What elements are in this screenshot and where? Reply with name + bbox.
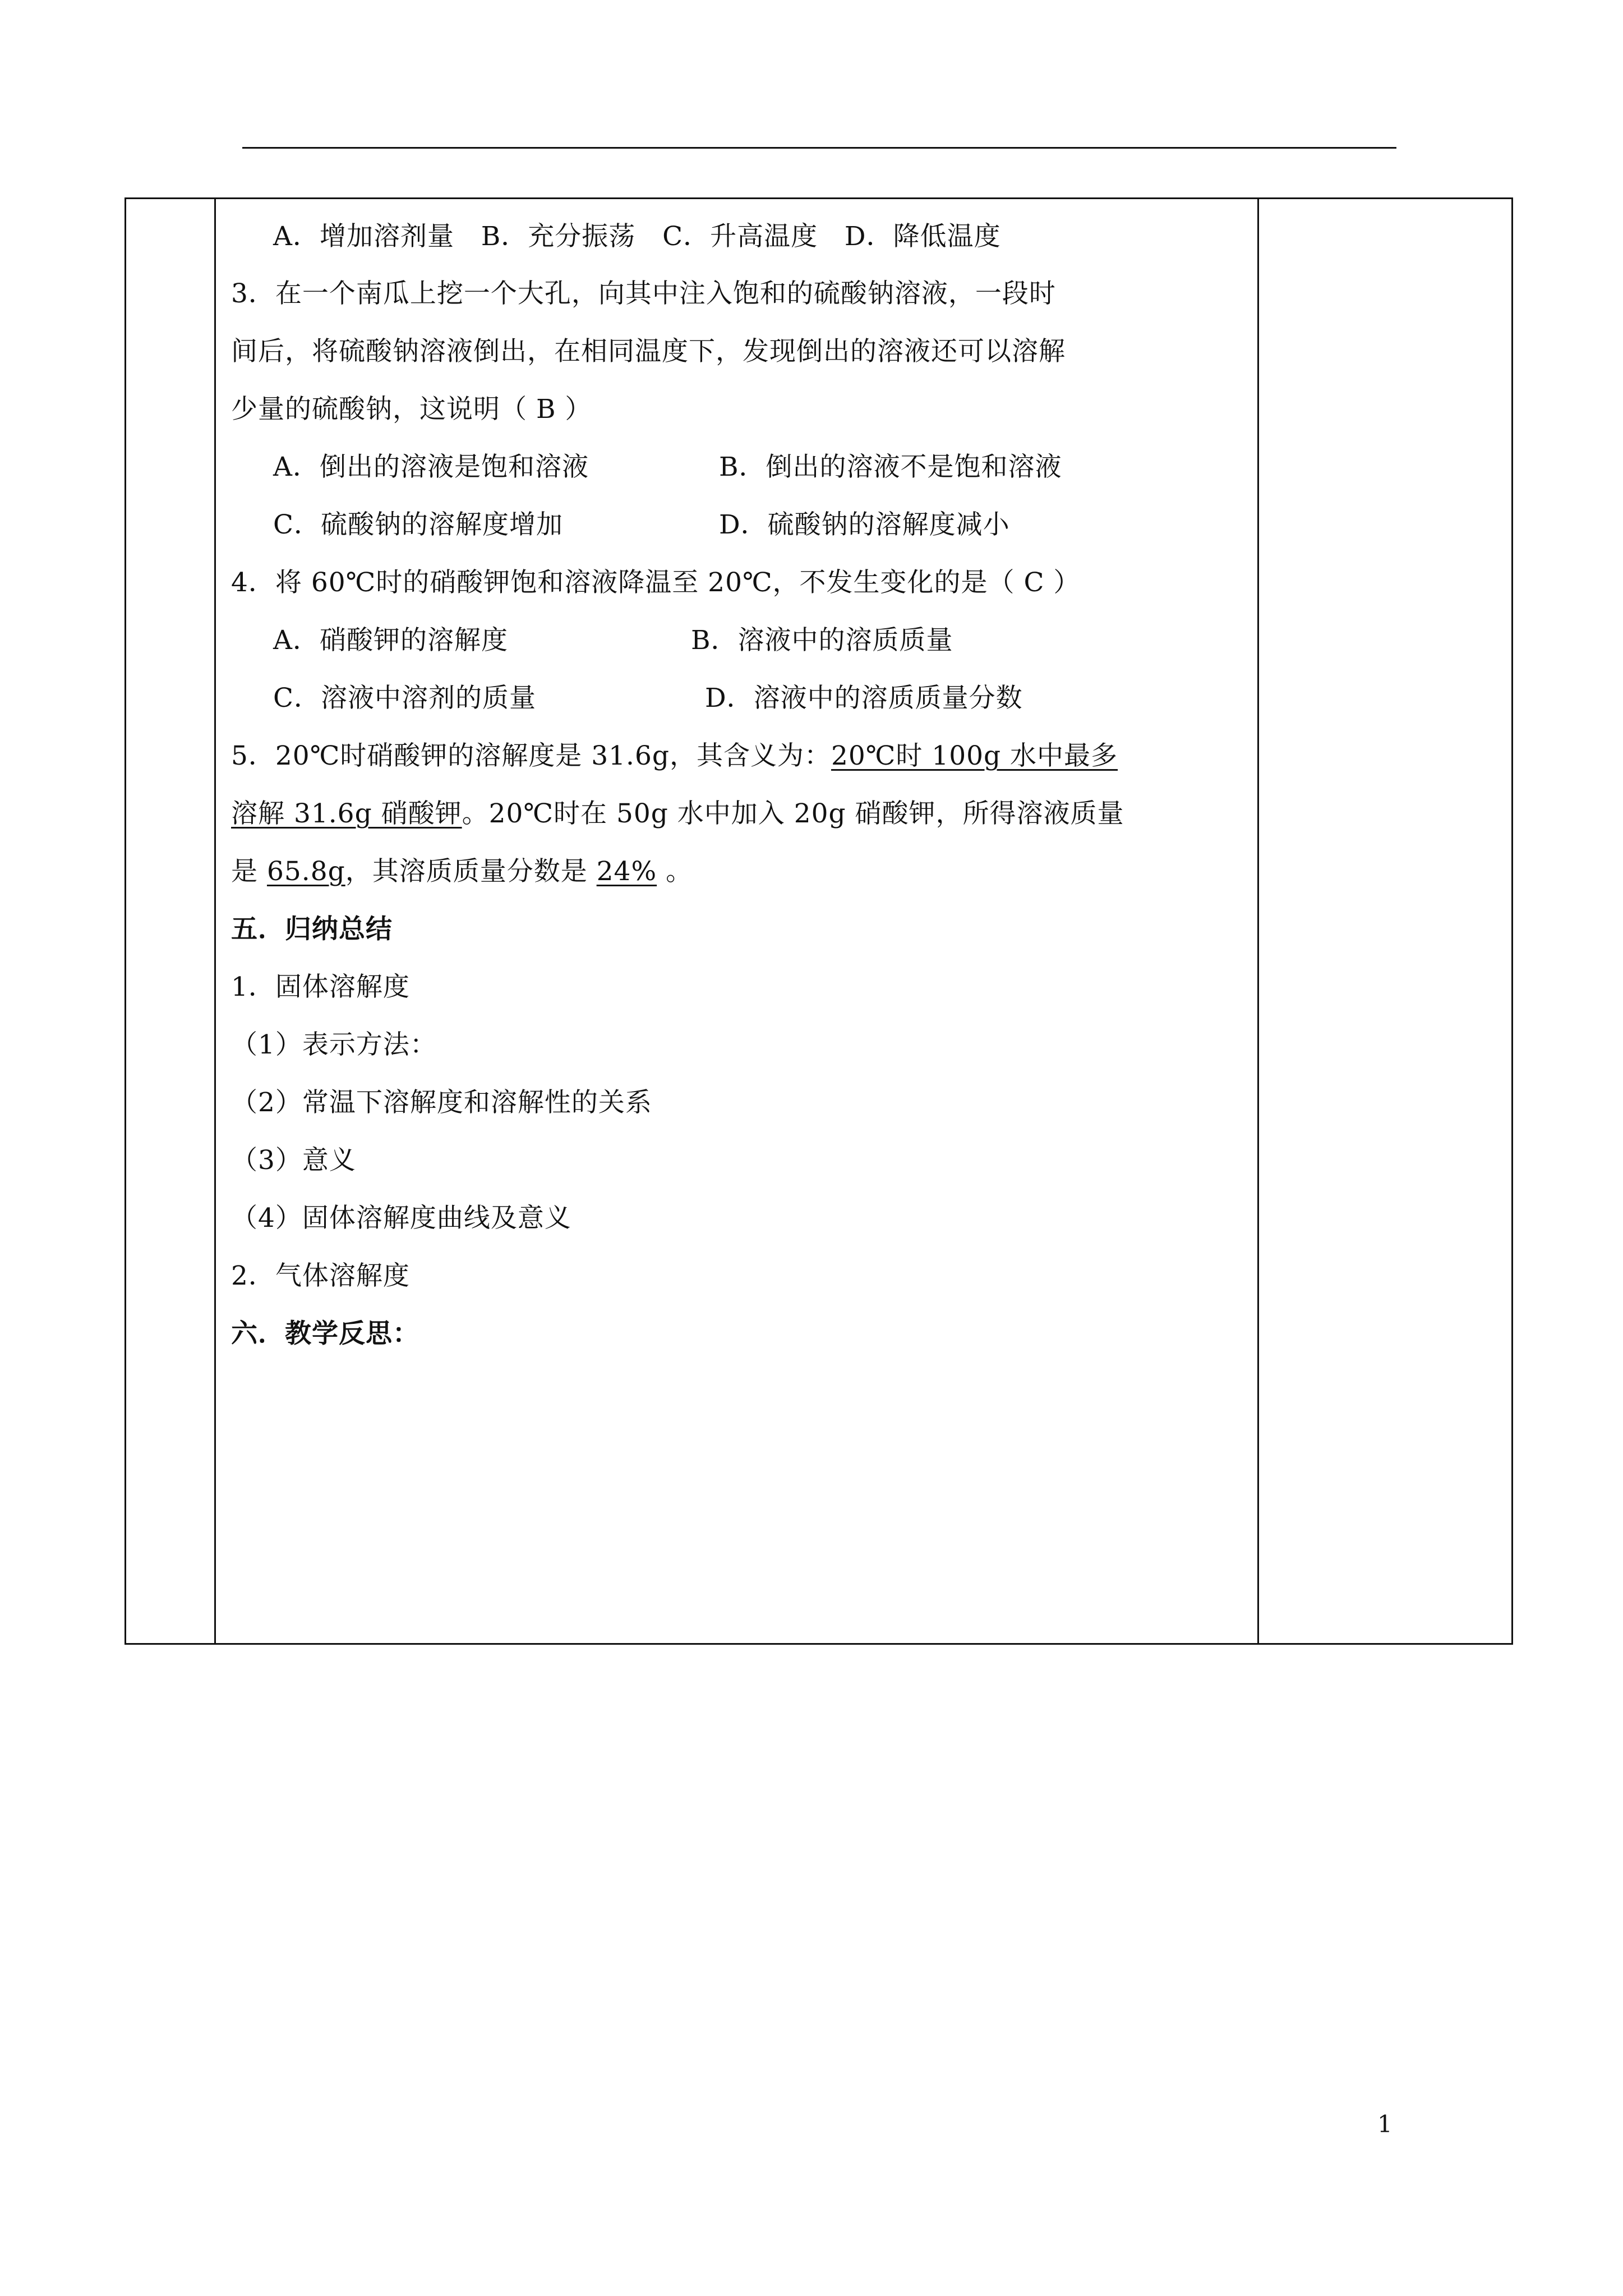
q5-line3-post: 。	[657, 856, 693, 887]
summary-sub-3: （3）意义	[231, 1145, 356, 1176]
left-column-divider	[214, 199, 216, 1643]
q5-line3-mid: ，其溶质质量分数是	[345, 856, 597, 887]
q4-option-b: B．溶液中的溶质质量	[691, 625, 953, 656]
summary-item-2: 2．气体溶解度	[231, 1260, 410, 1291]
summary-sub-4: （4）固体溶解度曲线及意义	[231, 1203, 571, 1234]
q3-stem-line2: 间后，将硫酸钠溶液倒出，在相同温度下，发现倒出的溶液还可以溶解	[231, 336, 1066, 367]
q4-option-a: A．硝酸钾的溶解度	[273, 625, 508, 656]
q5-line3	[231, 855, 693, 889]
q5-line1-text: 5．20℃时硝酸钾的溶解度是 31.6g，其含义为：	[231, 740, 831, 771]
right-column-divider	[1257, 199, 1259, 1643]
q2-options: A．增加溶剂量 B．充分振荡 C．升高温度 D．降低温度	[273, 221, 1001, 252]
q3-stem-line3: 少量的硫酸钠，这说明（ B ）	[231, 394, 592, 425]
q3-option-c: C．硫酸钠的溶解度增加	[273, 509, 563, 540]
q3-option-a: A．倒出的溶液是饱和溶液	[273, 452, 589, 482]
page-number: 1	[1377, 2110, 1393, 2138]
q4-stem: 4．将 60℃时的硝酸钾饱和溶液降温至 20℃，不发生变化的是（ C ）	[231, 567, 1081, 598]
summary-heading: 五．归纳总结	[231, 914, 393, 945]
summary-item-1: 1．固体溶解度	[231, 972, 410, 1002]
q5-answer-meaning-part1: 20℃时 100g 水中最多	[831, 740, 1118, 771]
q3-option-d: D．硫酸钠的溶解度减小	[719, 509, 1010, 540]
q5-line3-pre: 是	[231, 856, 267, 887]
summary-sub-1: （1）表示方法：	[231, 1029, 437, 1060]
q4-option-d: D．溶液中的溶质质量分数	[705, 683, 1023, 714]
summary-sub-2: （2）常温下溶解度和溶解性的关系	[231, 1087, 652, 1118]
reflection-heading: 六．教学反思：	[231, 1318, 419, 1349]
header-rule	[242, 147, 1396, 149]
q5-answer-fraction: 24%	[596, 856, 657, 887]
q5-answer-meaning-part2: 溶解 31.6g 硝酸钾	[231, 798, 462, 829]
q5-line1	[231, 739, 1118, 773]
q3-option-b: B．倒出的溶液不是饱和溶液	[719, 452, 1062, 482]
q5-line2	[231, 797, 1124, 831]
q3-stem-line1: 3．在一个南瓜上挖一个大孔，向其中注入饱和的硫酸钠溶液，一段时	[231, 278, 1056, 309]
q5-answer-mass: 65.8g	[266, 856, 345, 887]
q5-line2-text: 。20℃时在 50g 水中加入 20g 硝酸钾，所得溶液质量	[462, 798, 1124, 829]
q4-option-c: C．溶液中溶剂的质量	[273, 683, 536, 714]
